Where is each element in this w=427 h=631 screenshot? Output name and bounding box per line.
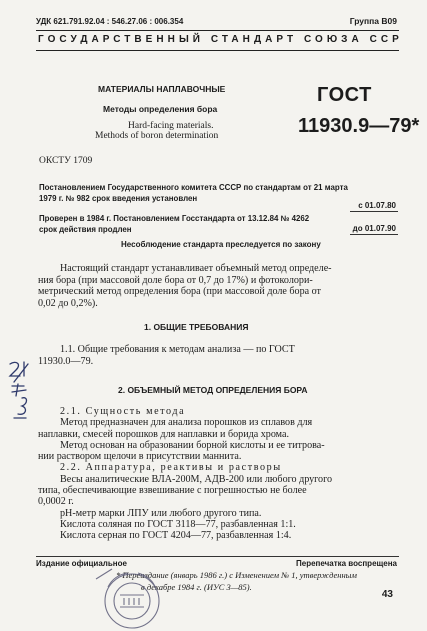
intro-line: ния бора (при массовой доле бора от 0,7 до 17%) и фотоколори- [38, 274, 313, 286]
extension-date-underline [350, 234, 398, 235]
legal-notice: Несоблюдение стандарта преследуется по закону [121, 240, 321, 249]
section-1-line: 11930.0—79. [38, 355, 94, 367]
oksty-code: ОКСТУ 1709 [39, 156, 93, 166]
library-stamp [94, 565, 164, 631]
title-ru-main: МАТЕРИАЛЫ НАПЛАВОЧНЫЕ [98, 84, 226, 94]
page-number: 43 [381, 589, 393, 600]
section-2-line: Кислота соляная по ГОСТ 3118—77, разбавленная 1:1. [60, 518, 296, 530]
top-rule [36, 30, 399, 31]
decree-text [39, 182, 348, 204]
section-2-line: Весы аналитические ВЛА-200М, АДВ-200 или любого другого [60, 473, 333, 485]
group-code: Группа В09 [349, 16, 397, 26]
decree-date: с 01.07.80 [358, 201, 396, 210]
section-2-line: Метод основан на образовании борной кислоты и ее титрова- [60, 439, 325, 451]
section-2-line: pH-метр марки ЛПУ или любого другого типа. [60, 507, 262, 519]
section-2-line: Кислота серная по ГОСТ 4204—77, разбавленная 1:4. [60, 530, 292, 542]
intro-paragraph [38, 263, 400, 309]
section-1-heading: 1. ОБЩИЕ ТРЕБОВАНИЯ [144, 322, 249, 332]
section-2-heading: 2. ОБЪЕМНЫЙ МЕТОД ОПРЕДЕЛЕНИЯ БОРА [118, 385, 308, 395]
decree-line: Постановлением Государственного комитета СССР по стандартам от 21 марта [39, 183, 348, 192]
gost-label: ГОСТ [317, 84, 372, 106]
intro-line: 0,02 до 0,2%). [38, 297, 98, 309]
section-2-line: 0,0002 г. [38, 496, 74, 508]
intro-line: Настоящий стандарт устанавливает объемный метод определе- [60, 263, 332, 274]
section-1-line: 1.1. Общие требования к методам анализа — по ГОСТ [60, 344, 295, 355]
section-2-line: типа, обеспечивающие взвешивание с погрешностью не более [38, 485, 307, 497]
extension-line: Проверен в 1984 г. Постановлением Госстандарта от 13.12.84 № 4262 [39, 214, 310, 223]
extension-line: срок действия продлен [39, 225, 132, 234]
section-1-body [38, 344, 400, 367]
subsection-2-1-title: 2.1. Сущность метода [60, 406, 186, 417]
title-en-main: Hard-facing materials. [128, 121, 214, 131]
extension-date: до 01.07.90 [352, 224, 396, 233]
banner-rule [36, 50, 399, 51]
section-2-line: нии раствором щелочи в присутствии маннита. [38, 451, 242, 463]
footer-rule [36, 556, 399, 557]
reprint-notice: Перепечатка воспрещена [296, 559, 397, 568]
gost-number: 11930.9—79* [298, 115, 420, 137]
decree-line: 1979 г. № 982 срок введения установлен [39, 194, 198, 203]
extension-text [39, 213, 309, 235]
title-ru-sub: Методы определения бора [103, 104, 218, 114]
title-en-sub: Methods of boron determination [95, 131, 219, 141]
subsection-2-2-title: 2.2. Аппаратура, реактивы и растворы [60, 462, 282, 474]
intro-line: метрический метод определения бора (при массовой доле бора от [38, 286, 321, 298]
udk-code: УДК 621.791.92.04 : 546.27.06 : 006.354 [36, 17, 184, 26]
reissue-note: * Переиздание (январь 1986 г.) с Изменением № 1, утвержденным [116, 570, 357, 580]
handwritten-margin-note [4, 356, 34, 428]
section-2-line: наплавки, смесей порошков для наплавки и борида хрома. [38, 428, 290, 440]
reissue-note: в декабре 1984 г. (ИУС 3—85). [141, 582, 252, 592]
section-2-body [38, 406, 400, 542]
standard-banner: ГОСУДАРСТВЕННЫЙ СТАНДАРТ СОЮЗА ССР [38, 34, 403, 45]
decree-date-underline [350, 211, 398, 212]
publisher-label: Издание официальное [36, 559, 127, 568]
section-2-line: Метод предназначен для анализа порошков из сплавов для [60, 417, 313, 429]
